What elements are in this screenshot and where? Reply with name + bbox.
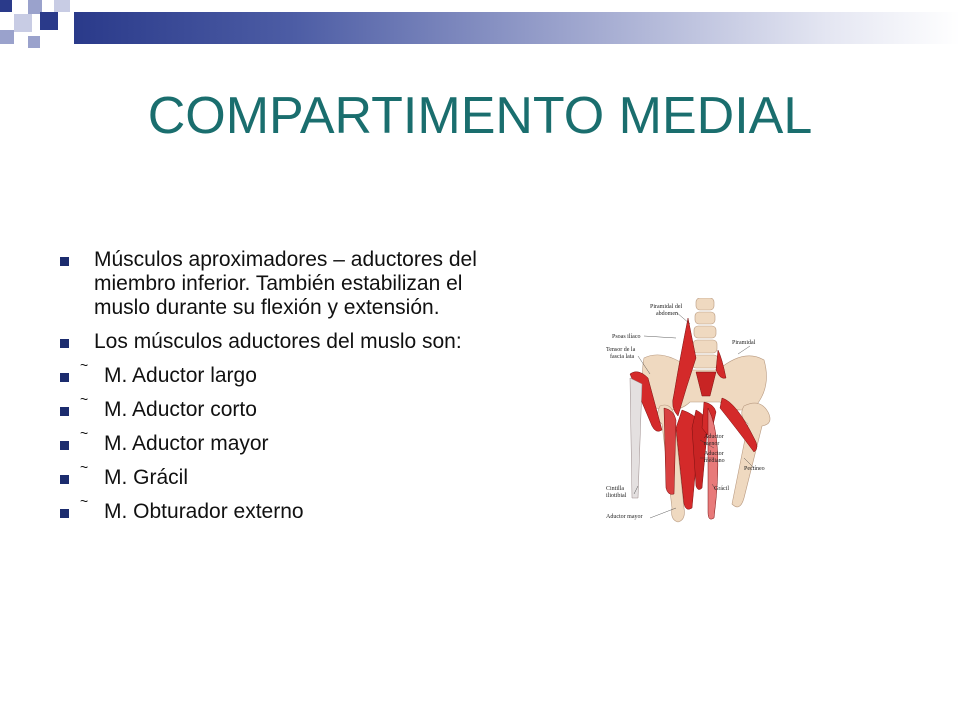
decor-gradient-bar xyxy=(74,12,960,44)
bullet-text: Músculos aproximadores – aductores del miembro inferior. También estabilizan el muslo durante su flexión y extensión. xyxy=(94,248,477,319)
tilde-marker: ~ xyxy=(80,391,89,407)
bullet-marker xyxy=(60,475,69,484)
decor-square xyxy=(40,12,58,30)
muscle-item xyxy=(58,357,488,388)
muscle-text: M. Aductor largo xyxy=(104,364,257,387)
tilde-marker: ~ xyxy=(80,493,89,509)
bullet-item xyxy=(58,330,488,354)
muscle-text: M. Aductor corto xyxy=(104,398,257,421)
bullet-text: Los músculos aductores del muslo son: xyxy=(94,330,462,353)
label-aductor-menor-2: menor xyxy=(704,441,720,447)
label-gracil: Grácil xyxy=(714,486,729,492)
label-tensor: Tensor de la xyxy=(606,347,636,353)
muscle-text: M. Aductor mayor xyxy=(104,432,269,455)
bullet-list xyxy=(58,248,488,534)
muscle-text: M. Grácil xyxy=(104,466,188,489)
decor-square xyxy=(0,0,12,12)
label-aductor-mayor: Aductor mayor xyxy=(606,514,643,520)
slide-title: COMPARTIMENTO MEDIAL xyxy=(147,87,813,145)
label-piramidal: Piramidal xyxy=(732,340,756,346)
muscle-item xyxy=(58,493,488,524)
bullet-marker xyxy=(60,407,69,416)
bullet-item xyxy=(58,248,488,320)
label-piramidal-abdomen-2: abdomen xyxy=(656,311,678,317)
decor-square xyxy=(54,0,70,12)
tilde-marker: ~ xyxy=(80,425,89,441)
tilde-marker: ~ xyxy=(80,459,89,475)
bullet-marker xyxy=(60,373,69,382)
label-cintilla-2: iliotibial xyxy=(606,493,627,499)
label-aductor-mediano-2: mediano xyxy=(704,458,725,464)
title-bar-decoration xyxy=(0,0,960,50)
bullet-marker xyxy=(60,441,69,450)
bullet-marker xyxy=(60,339,69,348)
muscle-item xyxy=(58,391,488,422)
decor-square xyxy=(0,30,14,44)
bullet-marker xyxy=(60,509,69,518)
label-piramidal-abdomen: Piramidal del xyxy=(650,304,683,310)
decor-square xyxy=(14,14,32,32)
anatomy-illustration xyxy=(604,298,779,530)
muscle-item xyxy=(58,459,488,490)
label-aductor-menor: Aductor xyxy=(704,434,724,440)
label-cintilla: Cintilla xyxy=(606,486,624,492)
tilde-marker: ~ xyxy=(80,357,89,373)
muscle-item xyxy=(58,425,488,456)
label-pectineo: Pectíneo xyxy=(744,466,765,472)
label-tensor-2: fascia lata xyxy=(610,354,635,360)
label-psoas: Psoas ilíaco xyxy=(612,334,641,340)
bullet-marker xyxy=(60,257,69,266)
muscle-text: M. Obturador externo xyxy=(104,500,304,523)
decor-square xyxy=(28,36,40,48)
label-aductor-mediano: Aductor xyxy=(704,451,724,457)
